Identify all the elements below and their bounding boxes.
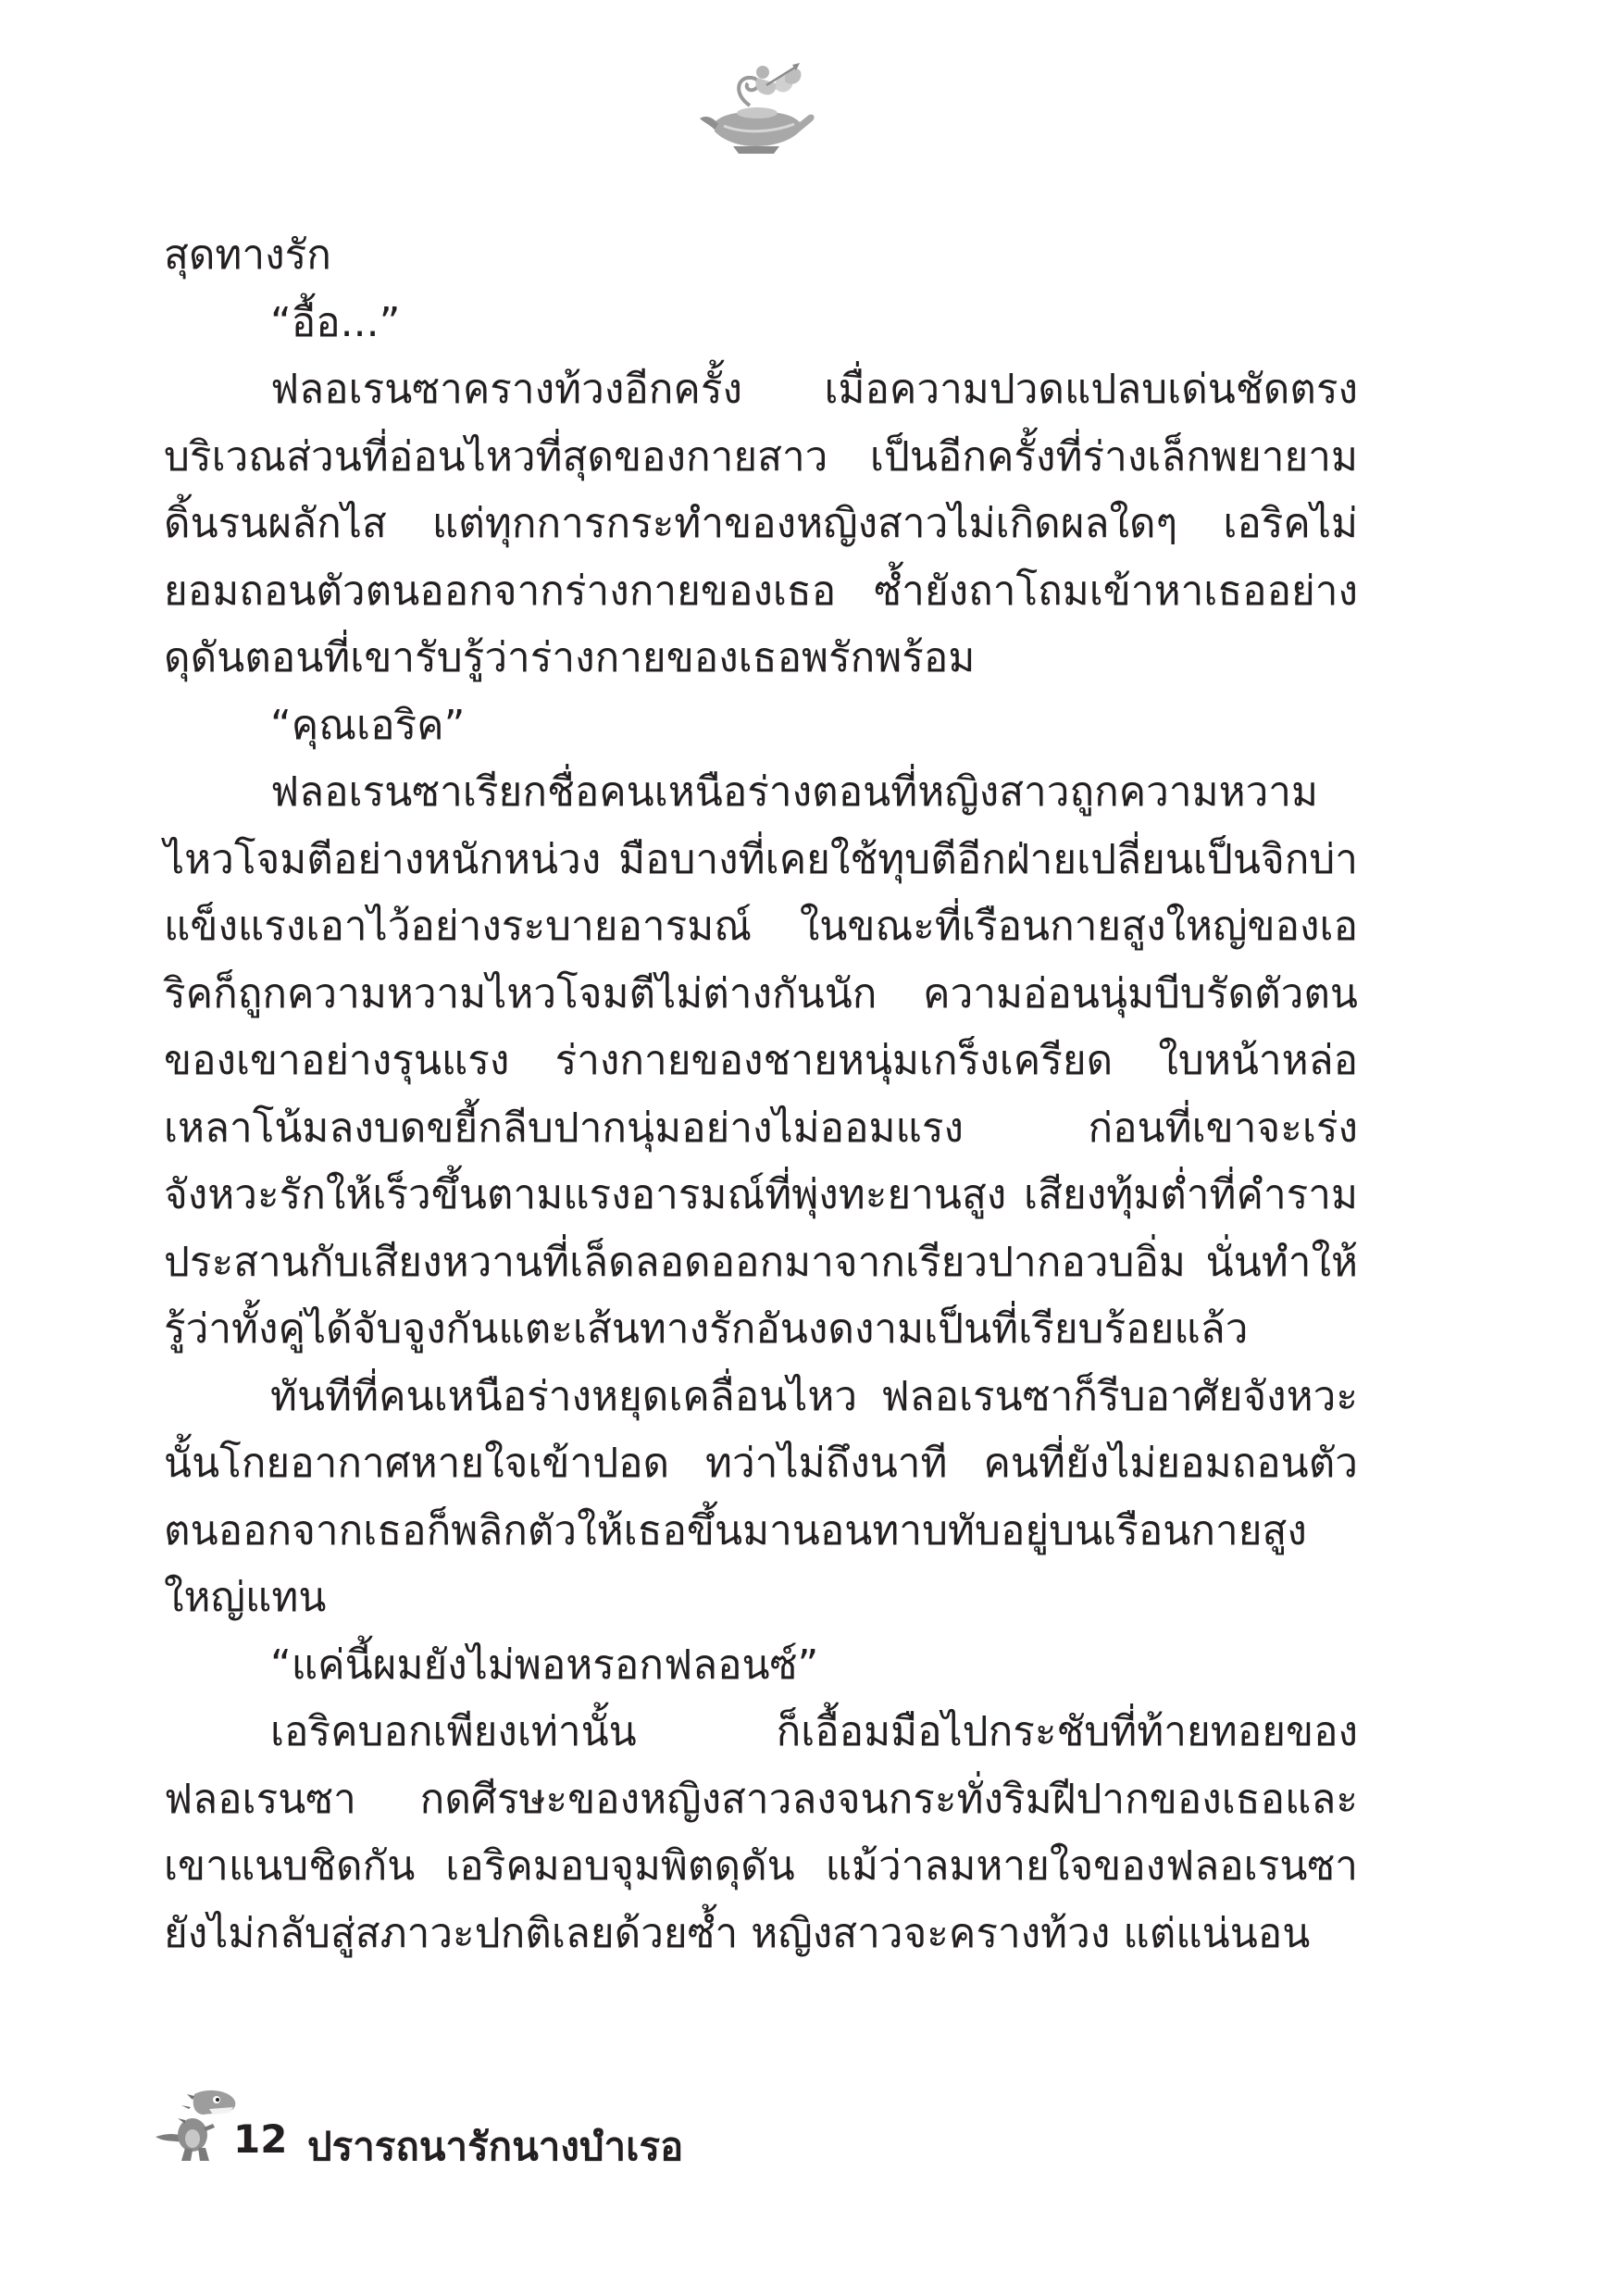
paragraph: ฟลอเรนซาครางท้วงอีกครั้ง เมื่อความปวดแปลบเด่นชัดตรงบริเวณส่วนที่อ่อนไหวที่สุดของกายสาว เป็นอีกครั้งที่ร่างเล็กพยายามดิ้นรนผลักไส แต่ทุกการกระทำของหญิงสาวไม่เกิดผลใดๆ เอริคไม่ยอมถอนตัวตนออกจากร่างกายของเธอ ซ้ำยังถาโถมเข้าหาเธออย่างดุดันตอนที่เขารับรู้ว่าร่างกายของเธอพรักพร้อม bbox=[164, 366, 1358, 681]
genie-lamp-icon bbox=[696, 57, 816, 159]
page-number: 12 bbox=[233, 2116, 288, 2162]
paragraph: เอริคบอกเพียงเท่านั้น ก็เอื้อมมือไปกระชับที่ท้ายทอยของฟลอเรนซา กดศีรษะของหญิงสาวลงจนกระทั่งริมฝีปากของเธอและเขาแนบชิดกัน เอริคมอบจุมพิตดุดัน แม้ว่าลมหายใจของฟลอเรนซายังไม่กลับสู่สภาวะปกติเลยด้วยซ้ำ หญิงสาวจะครางท้วง แต่แน่นอน bbox=[164, 1708, 1358, 1957]
paragraph: สุดทางรัก bbox=[164, 231, 331, 279]
story-text bbox=[164, 222, 1358, 1967]
dinosaur-icon bbox=[148, 2081, 241, 2165]
paragraph: ทันทีที่คนเหนือร่างหยุดเคลื่อนไหว ฟลอเรนซาก็รีบอาศัยจังหวะนั้นโกยอากาศหายใจเข้าปอด ทว่าไม่ถึงนาที คนที่ยังไม่ยอมถอนตัวตนออกจากเธอก็พลิกตัวให้เธอขึ้นมานอนทาบทับอยู่บนเรือนกายสูงใหญ่แทน bbox=[164, 1372, 1358, 1621]
paragraph: ฟลอเรนซาเรียกชื่อคนเหนือร่างตอนที่หญิงสาวถูกความหวามไหวโจมตีอย่างหนักหน่วง มือบางที่เคยใช้ทุบตีอีกฝ่ายเปลี่ยนเป็นจิกบ่าแข็งแรงเอาไว้อย่างระบายอารมณ์ ในขณะที่เรือนกายสูงใหญ่ของเอริคก็ถูกความหวามไหวโจมตีไม่ต่างกันนัก ความอ่อนนุ่มบีบรัดตัวตนของเขาอย่างรุนแรง ร่างกายของชายหนุ่มเกร็งเครียด ใบหน้าหล่อเหลาโน้มลงบดขยี้กลีบปากนุ่มอย่างไม่ออมแรง ก่อนที่เขาจะเร่งจังหวะรักให้เร็วขึ้นตามแรงอารมณ์ที่พุ่งทะยานสูง เสียงทุ้มต่ำที่คำรามประสานกับเสียงหวานที่เล็ดลอดออกมาจากเรียวปากอวบอิ่ม นั่นทำให้รู้ว่าทั้งคู่ได้จับจูงกันแตะเส้นทางรักอันงดงามเป็นที่เรียบร้อยแล้ว bbox=[164, 768, 1358, 1353]
paragraph: “คุณเอริค” bbox=[270, 701, 466, 749]
book-title: ปรารถนารักนางบำเรอ bbox=[307, 2124, 684, 2169]
paragraph: “อื้อ...” bbox=[270, 298, 401, 346]
page-footer bbox=[148, 2081, 796, 2174]
paragraph: “แค่นี้ผมยังไม่พอหรอกฟลอนซ์” bbox=[270, 1641, 819, 1689]
